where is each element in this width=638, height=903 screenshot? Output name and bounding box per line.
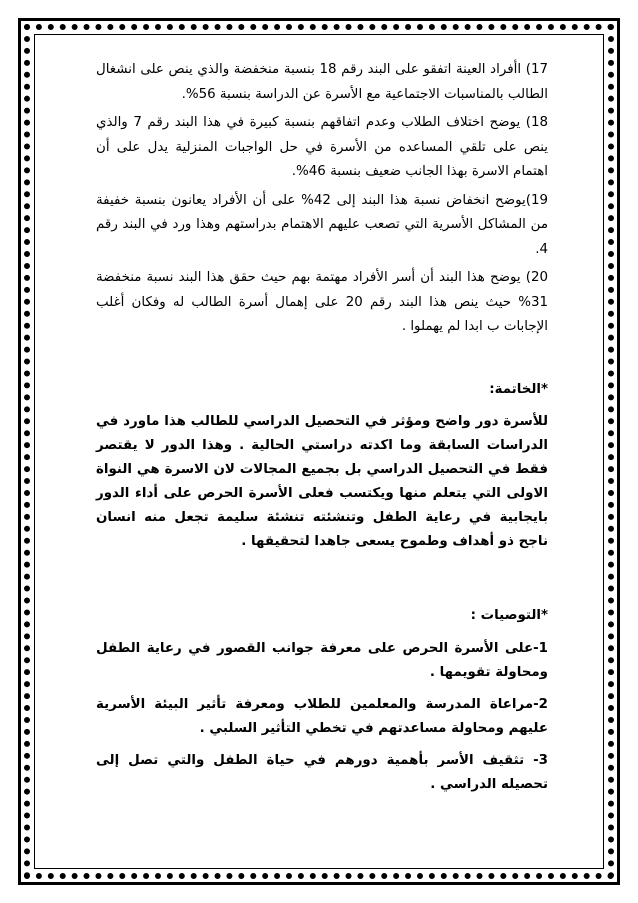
document-body	[96, 58, 548, 805]
recommendation-2: 2-مراعاة المدرسة والمعلمين للطلاب ومعرفة تأثير البيئة الأسرية عليهم ومحاولة مساعدتهم في تخطي التأثير السلبي .	[96, 696, 548, 736]
recommendation-1: 1-على الأسرة الحرص على معرفة جوانب القصور في رعاية الطفل ومحاولة تقويمها .	[96, 640, 548, 680]
paragraph-18: 18) يوضح اختلاف الطلاب وعدم اتفاقهم بنسبة كبيرة في هذا البند رقم 7 والذي ينص على تلقي المساعده من الأسرة في حل الواجبات المنزلية يدل على أن اهتمام الاسرة بهذا الجانب ضعيف بنسبة 46%.	[96, 115, 548, 179]
paragraph-19: 19)يوضح انخفاض نسبة هذا البند إلى 42% على أن الأفراد يعانون بنسبة خفيفة من المشاكل الأسرية التي تصعب عليهم الاهتمام بدراستهم وهذا ورد في البند رقم 4.	[96, 192, 548, 257]
paragraph-17: 17) اأفراد العينة اتفقو على البند رقم 18 بنسبة منخفضة والذي ينص على انشغال الطالب بالمناسبات الاجتماعية مع الأسرة عن الدراسة بنسبة 56%.	[96, 62, 549, 102]
conclusion-heading: *الخاتمة:	[489, 381, 548, 397]
conclusion-text: للأسرة دور واضح ومؤثر في التحصيل الدراسي للطالب هذا ماورد في الدراسات السابقة وما اكدته دراستي الحالية . وهذا الدور لا يقتصر فقط في التحصيل الدراسي بل بجميع المجالات لان الاسرة هي النواة الاولى التي يتعلم منها ويكتسب فعلى الأسرة الحرص على أداء الدور بايجابية في رعاية الطفل وتنشئته تنشئة سليمة تجعل منه انسان ناجح ذو أهداف وطموح يسعى جاهدا لتحقيقها .	[96, 414, 548, 549]
paragraph-20: 20) يوضح هذا البند أن أسر الأفراد مهتمة بهم حيث حقق هذا البند نسبة منخفضة 31% حيث ينص هذا البند رقم 20 على إهمال أسرة الطالب له وفكان أغلب الإجابات ب ابدا لم يهملوا .	[96, 270, 549, 334]
recommendations-heading: *التوصيات :	[470, 608, 548, 623]
recommendation-3: 3- تثقيف الأسر بأهمية دورهم في حياة الطفل والتي تصل إلى تحصيله الدراسي .	[96, 752, 548, 792]
